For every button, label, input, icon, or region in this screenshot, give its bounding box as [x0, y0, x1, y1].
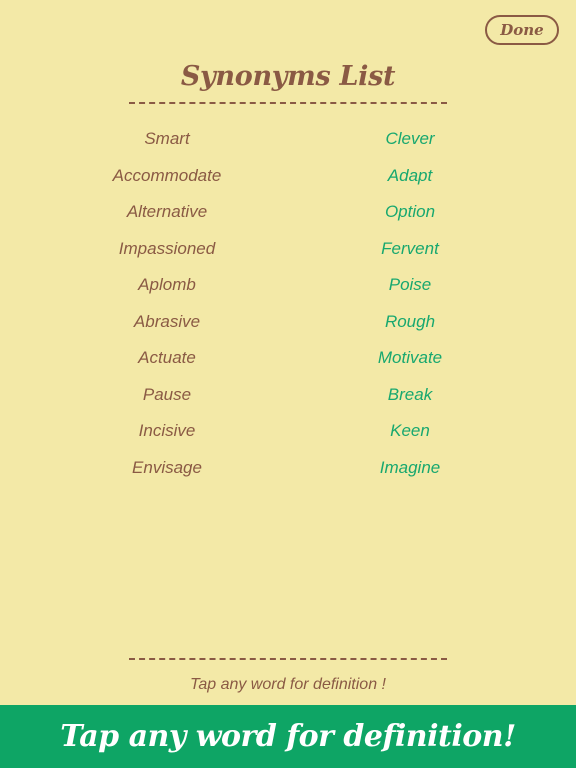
- word-aplomb[interactable]: Aplomb: [138, 275, 196, 294]
- list-item: [0, 341, 576, 378]
- word-envisage[interactable]: Envisage: [132, 457, 202, 477]
- done-button[interactable]: Done: [485, 15, 559, 45]
- list-item: [0, 451, 576, 488]
- word-impassioned[interactable]: Impassioned: [118, 238, 216, 258]
- word-abrasive[interactable]: Abrasive: [133, 311, 201, 331]
- list-item: [0, 414, 576, 451]
- synonym-imagine[interactable]: Imagine: [379, 457, 441, 477]
- synonym-adapt[interactable]: Adapt: [387, 165, 433, 185]
- synonym-rough[interactable]: Rough: [384, 311, 436, 331]
- word-alternative[interactable]: Alternative: [126, 202, 208, 221]
- bottom-dashed-divider: [129, 658, 447, 660]
- hint-text: Tap any word for definition !: [190, 676, 386, 693]
- synonym-keen[interactable]: Keen: [390, 421, 430, 440]
- synonym-poise[interactable]: Poise: [388, 275, 432, 294]
- synonym-fervent[interactable]: Fervent: [381, 238, 439, 258]
- synonym-option[interactable]: Option: [384, 202, 436, 221]
- word-actuate[interactable]: Actuate: [138, 348, 196, 367]
- list-item: [0, 122, 576, 159]
- list-item: [0, 195, 576, 232]
- word-incisive[interactable]: Incisive: [138, 421, 196, 440]
- list-item: [0, 378, 576, 415]
- banner-text: Tap any word for definition!: [60, 719, 516, 754]
- word-smart[interactable]: Smart: [144, 129, 190, 148]
- synonyms-list: [0, 122, 576, 487]
- synonym-break[interactable]: Break: [387, 384, 433, 404]
- word-accommodate[interactable]: Accommodate: [112, 165, 222, 185]
- list-item: [0, 305, 576, 342]
- list-item: [0, 268, 576, 305]
- top-dashed-divider: [129, 102, 447, 104]
- list-item: [0, 159, 576, 196]
- bottom-banner: [0, 705, 576, 768]
- page-title: Synonyms List: [180, 61, 396, 92]
- word-pause[interactable]: Pause: [142, 384, 192, 404]
- synonym-clever[interactable]: Clever: [385, 129, 435, 148]
- synonym-motivate[interactable]: Motivate: [377, 348, 443, 367]
- list-item: [0, 232, 576, 269]
